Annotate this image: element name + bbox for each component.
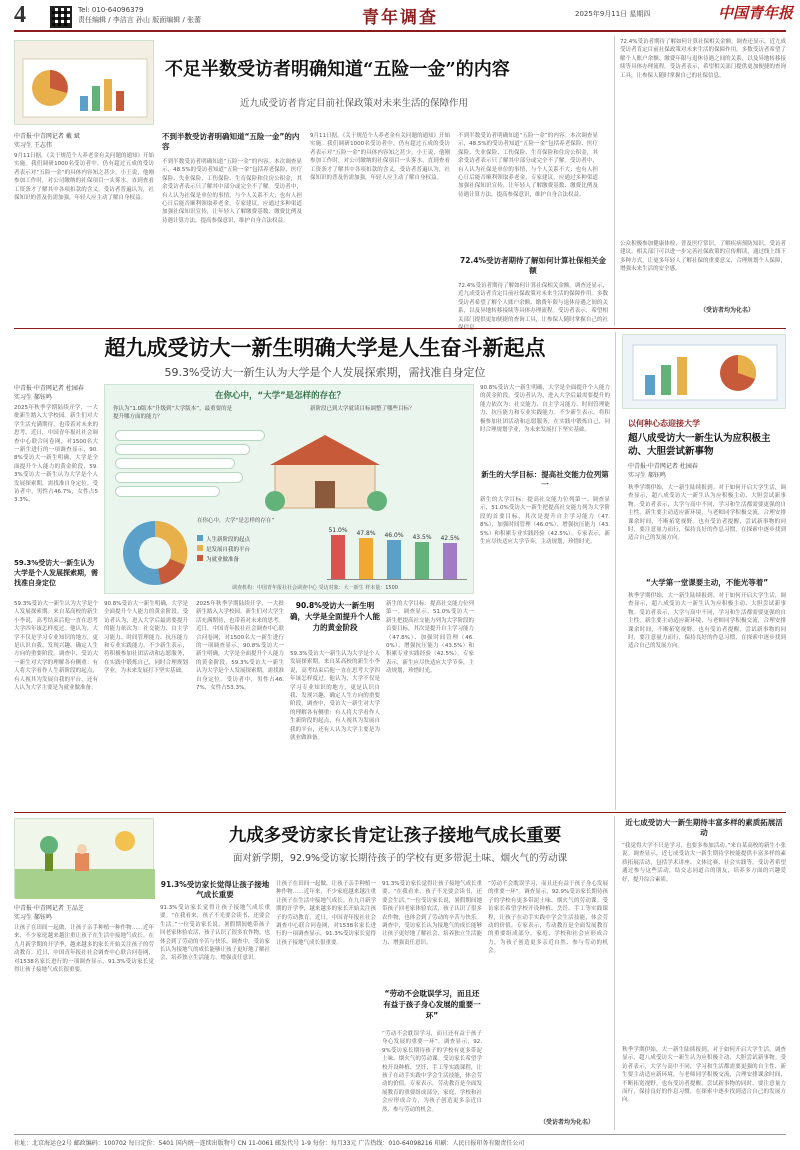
article3-intern: 实习生 郝钰鸣 (14, 914, 52, 921)
article2-subhead2: 新生的大学目标：提高社交能力位列第一 (481, 470, 609, 489)
article3-headline: 九成多受访家长肯定让孩子接地气成长重要 (228, 826, 562, 846)
article1-body-col1: 9月11日据，《关于规范个人养老金有关问题的通知》开始实施。我们调研1000名受访者中，仍有超过五成的受访者表示对“五险一金”的具体内容知之甚少。小王说，他刚参加工作时，对公司缴纳的社保项目一头雾水，直到查看工资条才了解其中各项扣款的含义。受访者普遍认为，社保知识的普及仍需加强，年轻人应主动了解自身权益。 (14, 153, 154, 202)
article2-byline (14, 384, 84, 402)
article3-subhead1: 91.3%受访家长觉得让孩子接地气成长重要 (160, 880, 270, 899)
newspaper-logo: 中国青年报 (718, 6, 794, 22)
commentary-body-4: 秋季学期伊始，大一新生陆续报到。对于如何开启大学生活，调查显示，超八成受访大一新生认为应积极主动、大胆尝试新事物。受访者表示，大学与高中不同，学习和生活都需要更强的自主性，新生要主动适应新环境，与老师同学积极交流，合理安排课余时间，不断拓宽视野。也有受访者提醒，尝试新事物的同时，要注意量力而行，保持良好的作息习惯，在探索中逐步找到适合自己的发展方向。 (622, 1047, 786, 1104)
bar-2 (359, 538, 373, 579)
commentary-subhead-2: 近七成受访大一新生期待丰富多样的素质拓展活动 (625, 818, 783, 837)
header-tel: Tel: 010-64096379 (78, 6, 144, 14)
bar-chart (327, 525, 467, 580)
article3-body-col3: 让孩子在田间一起做，让孩子亲手种植一种作物……近年来，不少家庭越来越注重让孩子在生活中接地气成长。在九月新学期的开学季，越来越多的家长开始关注孩子的劳动教育。近日，中国青年报社社会调查中心联合问卷网，对1538名家长进行的一项调查显示，91.3%受访家长觉得让孩子接地气成长很重要。 (276, 881, 376, 946)
pie-chart (115, 513, 195, 593)
page-number: 4 (14, 2, 26, 28)
commentary-headline: 超八成受访大一新生认为应积极主动、大胆尝试新事物 (628, 433, 771, 457)
article3-body-col4b: “劳动不会耽误学习，而且还有益于孩子身心发展的重要一环”。调查显示，92.9%受访家长期待孩子的学校有更多带泥土味、烟火气的劳动课。受访家长希望学校开设种植、烹饪、手工等实践课程，让孩子在动手实践中学会生活技能，体会劳动的价值。专家表示，劳动教育是全面发展教育的重要组成部分，家庭、学校和社会应形成合力，为孩子创造更多亲近自然、参与劳动的机会。 (382, 1031, 482, 1113)
header-rule (14, 30, 786, 32)
col-divider-2 (615, 332, 616, 810)
sidebar-top-text: 72.4%受访者期待了解如何计算社保相关金额。调查还显示，近九成受访者肯定目前社保政策对未来生活的保障作用。多数受访者希望了解个人账户余额、缴费年限与退休待遇之间的关系，以及异地转移接续等具体办理流程。受访者表示，希望相关部门提供更加便捷的查询工具，让参保人随时掌握自己的社保信息。 (620, 39, 786, 79)
article2-body-col1b: 59.3%受访大一新生认为大学是个人发展探索期。来自某高校的新生小李说，高考结束后他一直在思考大学四年该怎样度过。他认为，大学不仅是学习专业知识的地方，更是认识自我、发现兴趣、确定人生方向的重要阶段。调查中，受访大一新生对大学的理解各有侧重：有人将大学看作人生新阶段的起点，有人视其为发展自我的平台，还有人认为大学主要是为就业做准备。 (14, 601, 98, 692)
sidebar-top-text-2: 公众积极参加健康体检，普及医疗常识，了解疾病预防知识。受访者建议，相关部门可以进一步完善社保政策的宣传解读，通过线上线下多种方式，让更多年轻人了解社保的重要意义，合理规划个人保障，增强未来生活的安全感。 (620, 241, 786, 273)
footer-imprint: 社址：北京海运仓2号 邮政编码：100702 每日定价：5401 国内统一连续出版物号 CN 11-0061 邮发代号 1-9 每份：每月33元 广告热线：010-64098216 印刷：人民日报印务有限责任公司 (14, 1134, 786, 1147)
commentary-label: 以何种心态迎接大学 (628, 419, 700, 428)
qr-code-icon (50, 6, 72, 28)
article1-deck: 近九成受访者肯定目前社保政策对未来生活的保障作用 (240, 98, 469, 109)
section-title: 青年调查 (362, 8, 438, 28)
sidebar-pseudonym-note: （受访者均为化名） (700, 307, 755, 314)
article1-body-col4: 不到半数受访者明确知道“五险一金”的内容。本次调查显示，48.5%的受访者知道“五险一金”包括养老保险、医疗保险、失业保险、工伤保险、生育保险和住房公积金，其余受访者表示只了解其中部分或完全不了解。受访者中，有人认为社保是单位的事情，与个人关系不大；也有人担心日后能否顺利领取养老金。专家建议，应通过多种渠道加强社保知识宣传，让年轻人了解缴费基数、缴费比例及待遇计算方法，提高参保意识，维护自身合法权益。 (458, 133, 598, 198)
legend-item-2: 是发展自我的平台 (197, 545, 307, 555)
bar-label-2: 47.8% (356, 530, 376, 537)
infographic-title: 在你心中，“大学”是怎样的存在？ (215, 391, 346, 401)
article2-intern: 实习生 郝钰鸣 (14, 394, 52, 401)
header-info (78, 5, 201, 25)
col-divider (614, 36, 615, 326)
farm-illustration (15, 819, 155, 899)
article1-author: 中青报·中青网记者 戴 斌 (14, 133, 80, 140)
article2-body-col5: 新生的大学目标：提高社交能力位列第一。调查显示，51.0%受访大一新生把提高社交能力列为大学阶段的首要目标，其次是提升自主学习能力（47.8%）、加强时间管理（46.0%）、增强抗压能力（43.5%）和积累专业实践经验（42.5%）。专家表示，新生应尽快适应大学节奏，主动规划，珍惜时光。 (386, 601, 475, 675)
article2-body-col7: 新生的大学目标：提高社交能力位列第一。调查显示，51.0%受访大一新生把提高社交能力列为大学阶段的首要目标，其次是提升自主学习能力（47.8%）、加强时间管理（46.0%）、增强抗压能力（43.5%）和积累专业实践经验（42.5%）。专家表示，新生应尽快适应大学节奏，主动规划，珍惜时光。 (480, 497, 610, 546)
commentary-subhead: “大学第一堂课要主动，不能光等着” (645, 578, 769, 587)
commentary-intern: 实习生 郝钰鸣 (628, 472, 666, 479)
bar-label-5: 42.5% (440, 535, 460, 542)
campus-illustration (255, 423, 395, 513)
article1-subhead1: 不到半数受访者明确知道“五险一金”的内容 (162, 132, 300, 151)
article1-headline: 不足半数受访者明确知道“五险一金”的内容 (165, 59, 510, 80)
commentary-author: 中青报·中青网记者 杜园春 (628, 463, 698, 470)
article1-subhead2: 72.4%受访者期待了解如何计算社保相关金额 (459, 256, 607, 275)
bar-label-4: 43.5% (412, 534, 432, 541)
infographic-q2: 新阶段已到大学就读目标调整了哪些目标？ (310, 406, 415, 412)
pie-caption: 在你心中，大学“是怎样的存在” (197, 518, 275, 524)
bar-5 (443, 543, 457, 579)
bar-4 (415, 542, 429, 579)
article2-body-col1: 2025年秋季学期陆续开学，一大批新生踏入大学校园。新生们对大学生活充满期待，也带着对未来的思考。近日，中国青年报社社会调查中心联合问卷网，对1500名大一新生进行的一项调查显示，90.8%受访大一新生明确，大学是全面提升个人能力的黄金阶段，59.3%受访大一新生认为大学是个人发展探索期，需找准自身定位。受访者中，男性占46.7%，女性占53.3%。 (14, 405, 98, 504)
commentary-body: 秋季学期伊始，大一新生陆续报到。对于如何开启大学生活，调查显示，超八成受访大一新生认为应积极主动、大胆尝试新事物。受访者表示，大学与高中不同，学习和生活都需要更强的自主性，新生要主动适应新环境，与老师同学积极交流，合理安排课余时间，不断拓宽视野。也有受访者提醒，尝试新事物的同时，要注意量力而行，保持良好的作息习惯，在探索中逐步找到适合自己的发展方向。 (628, 485, 786, 542)
section-rule (14, 328, 786, 329)
article1-image (14, 40, 154, 125)
infographic-options (115, 427, 265, 512)
header-editors: 责任编辑 / 李洁言 孙山 版面编辑 / 张蕾 (78, 16, 202, 24)
infographic-q1: 你认为“1.0版本”升级到“大学版本”，最重要的是提升哪方面的能力？ (113, 406, 233, 420)
article1-body-col3: 9月11日据，《关于规范个人养老金有关问题的通知》开始实施。我们调研1000名受访者中，仍有超过五成的受访者表示对“五险一金”的具体内容知之甚少。小王说，他刚参加工作时，对公司缴纳的社保项目一头雾水，直到查看工资条才了解其中各项扣款的含义。受访者普遍认为，社保知识的普及仍需加强，年轻人应主动了解自身权益。 (310, 133, 450, 182)
legend-item-3: 为就业做准备 (197, 555, 307, 565)
article2-pull-quote: 90.8%受访大一新生明确，大学是全面提升个人能力的黄金阶段 (290, 601, 380, 632)
bar-1 (331, 535, 345, 579)
sidebar-image (622, 334, 786, 409)
article2-headline: 超九成受访大一新生明确大学是人生奋斗新起点 (104, 335, 546, 360)
bar-label-1: 51.0% (328, 527, 348, 534)
article1-body-col5: 72.4%受访者期待了解如何计算社保相关金额。调查还显示，近九成受访者肯定目前社保政策对未来生活的保障作用。多数受访者希望了解个人账户余额、缴费年限与退休待遇之间的关系，以及异地转移接续等具体办理流程。受访者表示，希望相关部门提供更加便捷的查询工具，让参保人随时掌握自己的社 (458, 283, 608, 323)
legend-item-1: 人生新阶段的起点 (197, 535, 307, 545)
sidebar-chart-illustration (623, 335, 787, 410)
article1-body-col2: 不到半数受访者明确知道“五险一金”的内容。本次调查显示，48.5%的受访者知道“五险一金”包括养老保险、医疗保险、失业保险、工伤保险、生育保险和住房公积金，其余受访者表示只了解其中部分或完全不了解。受访者中，有人认为社保是单位的事情，与个人关系不大；也有人担心日后能否顺利领取养老金。专家建议，应通过多种渠道加强社保知识宣传，让年轻人了解缴费基数、缴费比例及待遇计算方法，提高参保意识，维护自身合法权益。 (162, 159, 302, 224)
bar-label-3: 46.0% (384, 532, 404, 539)
article3-deck: 面对新学期，92.9%受访家长期待孩子的学校有更多带泥土味、烟火气的劳动课 (232, 853, 568, 864)
article3-body-col2: 91.3%受访家长觉得让孩子接地气成长重要。“在我看来，孩子不光要会读书，还要会生活。”一位受访家长说，暑假期间她带孩子回老家体验农活，孩子认识了很多农作物，也体会到了劳动的辛苦与快乐。调查中，受访家长认为接地气的成长能够让孩子更好地了解社会、培养独立生活能力、增强责任意识。 (160, 905, 271, 962)
article3-body-col5: “劳动不会耽误学习，而且还有益于孩子身心发展的重要一环”。调查显示，92.9%受访家长期待孩子的学校有更多带泥土味、烟火气的劳动课。受访家长希望学校开设种植、烹饪、手工等实践课程，让孩子在动手实践中学会生活技能，体会劳动的价值。专家表示，劳动教育是全面发展教育的重要组成部分，家庭、学校和社会应形成合力，为孩子创造更多亲近自然、参与劳动的机会。 (488, 881, 608, 955)
infographic (104, 384, 474, 594)
article3-author: 中青报·中青网记者 王品芝 (14, 905, 84, 912)
article2-subhead1: 59.3%受访大一新生认为大学是个人发展探索期，需找准自身定位 (14, 559, 98, 587)
article3-body-col1: 让孩子在田间一起做，让孩子亲手种植一种作物……近年来，不少家庭越来越注重让孩子在生活中接地气成长。在九月新学期的开学季，越来越多的家长开始关注孩子的劳动教育。近日，中国青年报社社会调查中心联合问卷网，对1538名家长进行的一项调查显示，91.3%受访家长觉得让孩子接地气成长很重要。 (14, 925, 154, 974)
article1-byline (14, 132, 80, 150)
article2-body-col4: 59.3%受访大一新生认为大学是个人发展探索期。来自某高校的新生小李说，高考结束后他一直在思考大学四年该怎样度过。他认为，大学不仅是学习专业知识的地方，更是认识自我、发现兴趣、确定人生方向的重要阶段。调查中，受访大一新生对大学的理解各有侧重：有人将大学看作人生新阶段的起点，有人视其为发展自我的平台，还有人认为大学主要是为就业做准备。 (290, 651, 380, 742)
bar-3 (387, 540, 401, 579)
pie-legend (197, 535, 307, 565)
article3-image (14, 818, 154, 898)
article2-deck: 59.3%受访大一新生认为大学是个人发展探索期，需找准自身定位 (164, 366, 486, 379)
section-rule-2 (14, 812, 786, 813)
article3-subhead2: “劳动不会耽误学习，而且还有益于孩子身心发展的重要一环” (383, 989, 481, 1020)
infographic-source: 调查机构：中国青年报社社会调查中心 受访对象：大一新生 样本量：1500 (232, 585, 398, 591)
survey-illustration (15, 41, 155, 126)
article3-body-col4: 91.3%受访家长觉得让孩子接地气成长重要。“在我看来，孩子不光要会读书，还要会生活。”一位受访家长说，暑假期间她带孩子回老家体验农活，孩子认识了很多农作物，也体会到了劳动的辛苦与快乐。调查中，受访家长认为接地气的成长能够让孩子更好地了解社会、培养独立生活能力、增强责任意识。 (382, 881, 482, 946)
col-divider-3 (614, 816, 615, 1130)
pie-hole (139, 537, 171, 569)
article3-pseudonym-note: （受访者均为化名） (540, 1119, 595, 1126)
issue-date: 2025年9月11日 星期四 (575, 10, 651, 18)
article2-body-col6: 90.8%受访大一新生明确，大学是全面提升个人能力的黄金阶段。受访者认为，进入大学后最需要提升的能力依次为：社交能力、自主学习能力、时间管理能力、抗压能力和专业实践能力。不少新生表示，将积极参加社团活动和志愿服务，在实践中锻炼自己，同时合理规划学业，为未来发展打下坚实基础。 (480, 385, 610, 434)
article1-intern: 实习生 王志伟 (14, 142, 52, 149)
article2-author: 中青报·中青网记者 杜园春 (14, 385, 84, 392)
article3-byline (14, 904, 84, 922)
article2-body-col3: 2025年秋季学期陆续开学，一大批新生踏入大学校园。新生们对大学生活充满期待，也带着对未来的思考。近日，中国青年报社社会调查中心联合问卷网，对1500名大一新生进行的一项调查显示，90.8%受访大一新生明确，大学是全面提升个人能力的黄金阶段，59.3%受访大一新生认为大学是个人发展探索期，需找准自身定位。受访者中，男性占46.7%，女性占53.3%。 (196, 601, 285, 692)
commentary-byline (628, 462, 698, 480)
article2-body-col2: 90.8%受访大一新生明确，大学是全面提升个人能力的黄金阶段。受访者认为，进入大学后最需要提升的能力依次为：社交能力、自主学习能力、时间管理能力、抗压能力和专业实践能力。不少新生表示，将积极参加社团活动和志愿服务，在实践中锻炼自己，同时合理规划学业，为未来发展打下坚实基础。 (104, 601, 188, 675)
commentary-body-3: “我觉得大学不只是学习，也要多参加活动。”来自某高校的新生小张说。调查显示，近七成受访大一新生期待学校能提供丰富多样的素质拓展活动，包括学术讲座、文体比赛、社会实践等。受访者希望通过参与这些活动，结交志同道合的朋友，培养多方面的兴趣爱好，提升综合素质。 (622, 843, 786, 883)
commentary-body-2: 秋季学期伊始，大一新生陆续报到。对于如何开启大学生活，调查显示，超八成受访大一新生认为应积极主动、大胆尝试新事物。受访者表示，大学与高中不同，学习和生活都需要更强的自主性，新生要主动适应新环境，与老师同学积极交流，合理安排课余时间，不断拓宽视野。也有受访者提醒，尝试新事物的同时，要注意量力而行，保持良好的作息习惯，在探索中逐步找到适合自己的发展方向。 (628, 593, 786, 650)
